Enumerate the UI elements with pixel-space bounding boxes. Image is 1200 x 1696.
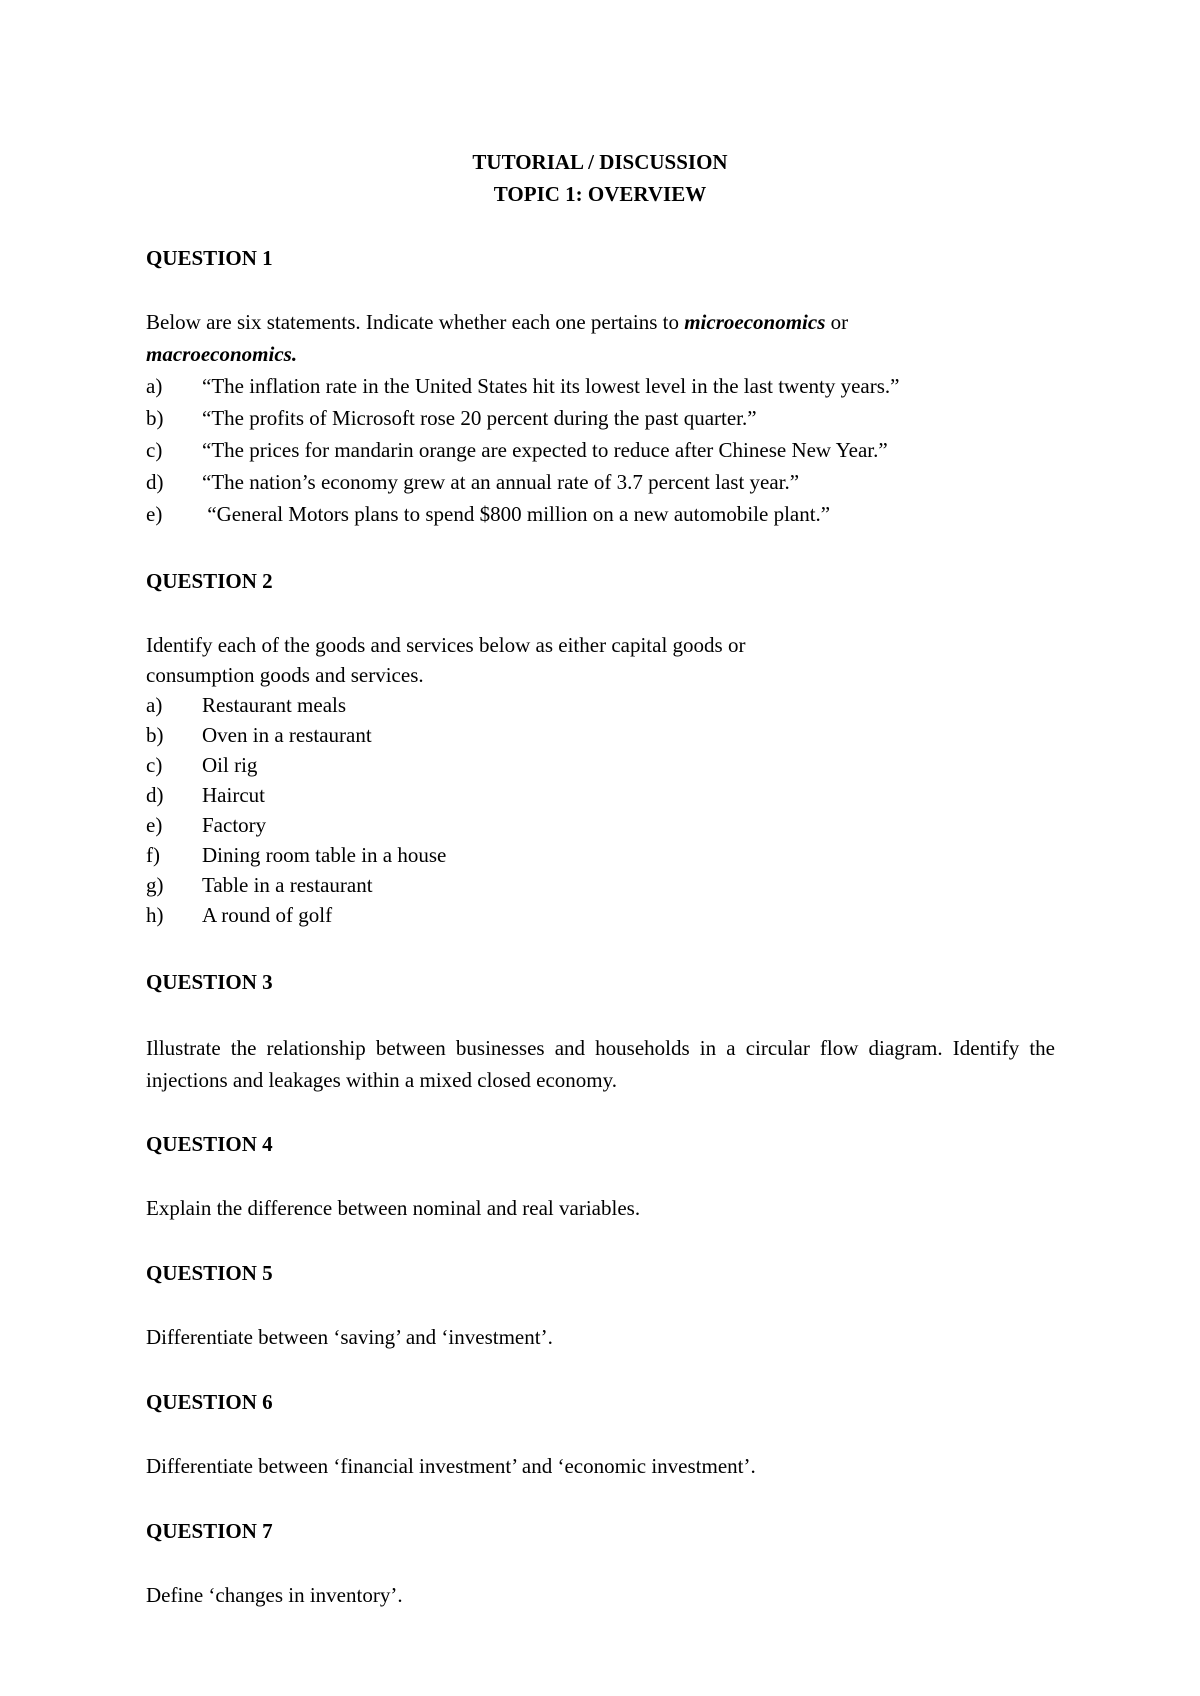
list-item-text: Dining room table in a house <box>202 843 447 867</box>
question-4-text: Explain the difference between nominal and real variables. <box>146 1196 641 1220</box>
list-marker: b) <box>146 406 164 430</box>
list-item-text: Table in a restaurant <box>202 873 373 897</box>
list-marker: e) <box>146 813 163 837</box>
question-5-text: Differentiate between ‘saving’ and ‘investment’. <box>146 1325 553 1349</box>
question-5-heading: QUESTION 5 <box>146 1261 273 1285</box>
list-item-text: Haircut <box>202 783 265 807</box>
question-7-heading: QUESTION 7 <box>146 1519 273 1543</box>
list-item <box>146 720 1055 750</box>
question-6-text: Differentiate between ‘financial investment’ and ‘economic investment’. <box>146 1454 756 1478</box>
list-item-text: “The prices for mandarin orange are expected to reduce after Chinese New Year.” <box>202 438 888 462</box>
list-marker: e) <box>146 502 163 526</box>
question-2-list <box>146 690 1055 930</box>
document-subtitle: TOPIC 1: OVERVIEW <box>493 182 707 206</box>
list-item-text: “The nation’s economy grew at an annual rate of 3.7 percent last year.” <box>202 470 800 494</box>
list-marker: b) <box>146 723 164 747</box>
list-item <box>146 780 1055 810</box>
list-item-text: Restaurant meals <box>202 693 347 717</box>
term-macroeconomics: macroeconomics <box>146 342 292 366</box>
list-item <box>146 434 1055 466</box>
document-header <box>0 146 1200 210</box>
list-marker: c) <box>146 438 163 462</box>
question-7-text: Define ‘changes in inventory’. <box>146 1583 403 1607</box>
list-marker: d) <box>146 783 164 807</box>
term-microeconomics: microeconomics <box>684 310 826 334</box>
list-marker: f) <box>146 843 160 867</box>
question-2-body <box>146 630 1055 930</box>
list-item <box>146 840 1055 870</box>
question-2-heading: QUESTION 2 <box>146 569 273 593</box>
list-item <box>146 900 1055 930</box>
list-item <box>146 810 1055 840</box>
list-item <box>146 402 1055 434</box>
list-item <box>146 498 1055 530</box>
list-marker: d) <box>146 470 164 494</box>
list-item-text: “The profits of Microsoft rose 20 percent during the past quarter.” <box>202 406 757 430</box>
list-item-text: A round of golf <box>202 903 333 927</box>
list-item <box>146 466 1055 498</box>
question-3-heading: QUESTION 3 <box>146 970 273 994</box>
list-item-text: “The inflation rate in the United States hit its lowest level in the last twenty years.” <box>202 374 900 398</box>
question-6-heading: QUESTION 6 <box>146 1390 273 1414</box>
list-marker: a) <box>146 374 163 398</box>
question-2-intro: Identify each of the goods and services below as either capital goods or consumption goods and services. <box>146 633 746 687</box>
list-item-text: “General Motors plans to spend $800 million on a new automobile plant.” <box>202 502 831 526</box>
list-item <box>146 870 1055 900</box>
list-item-text: Factory <box>202 813 267 837</box>
question-3-text: Illustrate the relationship between businesses and households in a circular flow diagram. Identify the injections and leakages within a mixed closed economy. <box>146 1036 1055 1092</box>
list-marker: a) <box>146 693 163 717</box>
list-item <box>146 370 1055 402</box>
list-marker: g) <box>146 873 164 897</box>
list-marker: c) <box>146 753 163 777</box>
list-item <box>146 750 1055 780</box>
question-1-heading: QUESTION 1 <box>146 246 273 270</box>
document-title: TUTORIAL / DISCUSSION <box>472 150 728 174</box>
question-1-intro: Below are six statements. Indicate whether each one pertains to microeconomics or macroeconomics. <box>146 310 849 366</box>
question-1-list <box>146 370 1055 530</box>
list-marker: h) <box>146 903 164 927</box>
question-4-heading: QUESTION 4 <box>146 1132 273 1156</box>
question-1-body <box>146 306 1055 530</box>
list-item-text: Oil rig <box>202 753 258 777</box>
list-item <box>146 690 1055 720</box>
list-item-text: Oven in a restaurant <box>202 723 372 747</box>
